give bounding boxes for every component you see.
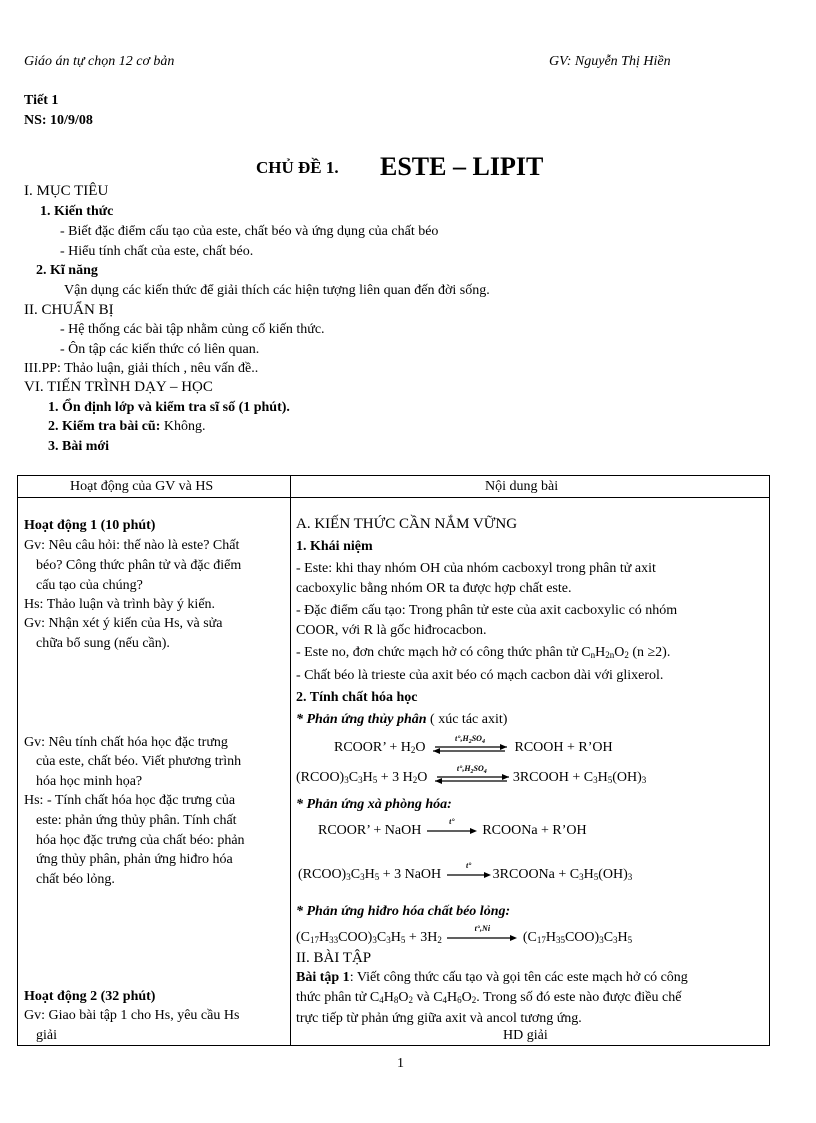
saponification-heading: * Phản ứng xà phòng hóa: xyxy=(296,797,452,812)
solution-hint: HD giải xyxy=(503,1028,548,1043)
subsection-skills: 2. Kĩ năng xyxy=(36,263,98,278)
section-methods: III.PP: Thảo luận, giải thích , nêu vấn đề.. xyxy=(24,361,259,376)
reversible-arrow: $t^\circ,H_2SO_4$ xyxy=(431,742,509,754)
header-right: GV: Nguyễn Thị Hiền xyxy=(549,54,671,69)
activity-line: béo? Công thức phân tử và đặc điểm xyxy=(36,558,242,573)
activity-line: Gv: Nêu câu hỏi: thế nào là este? Chất xyxy=(24,538,240,553)
content-line: - Chất béo là trieste của axit béo có mạch cacbon dài với glixerol. xyxy=(296,668,664,683)
section-a-title: A. KIẾN THỨC CẦN NẮM VỮNG xyxy=(296,516,518,532)
activity-line: Hs: - Tính chất hóa học đặc trưng của xyxy=(24,793,236,808)
procedure-step-1: 1. Ổn định lớp và kiểm tra sĩ số (1 phút). xyxy=(48,400,290,415)
objective-item: - Hiểu tính chất của este, chất béo. xyxy=(60,244,254,259)
section-objectives: I. MỤC TIÊU xyxy=(24,183,109,199)
activity-line: este: phản ứng thủy phân. Tính chất xyxy=(36,813,237,828)
subsection-knowledge: 1. Kiến thức xyxy=(40,204,114,219)
procedure-step-3: 3. Bài mới xyxy=(48,439,110,454)
activity-line: hóa học đặc trưng của chất béo: phản xyxy=(36,833,245,848)
section-b-title: II. BÀI TẬP xyxy=(296,950,372,966)
header-left: Giáo án tự chọn 12 cơ bản xyxy=(24,54,175,69)
exercise-1-line: thức phân tử $C_4H_8O_2$ và $C_4H_6O_2$. Trong số đó este nào được điều chế xyxy=(296,990,682,1005)
equation-saponification-ester: RCOOR’ + NaOH t° RCOONa + R’OH xyxy=(318,816,587,838)
content-line: COOR, với R là gốc hiđrocacbon. xyxy=(296,623,487,638)
procedure-step-2 xyxy=(48,419,206,435)
content-line: cacboxylic bằng nhóm OR ta được hợp chất este. xyxy=(296,581,572,596)
skill-item: Vận dụng các kiến thức để giải thích các hiện tượng liên quan đến đời sống. xyxy=(64,283,490,298)
page-title: ESTE – LIPIT xyxy=(380,152,544,181)
equation-hydrolysis-ester: RCOOR’ + $H_2O$ $t^\circ,H_2SO_4$ RCOOH + R’OH xyxy=(334,733,613,755)
activity-line: giải xyxy=(36,1028,57,1043)
lesson-period: Tiết 1 xyxy=(24,93,59,108)
activity-line: chữa bổ sung (nếu cần). xyxy=(36,636,170,651)
activity-line: Gv: Giao bài tập 1 cho Hs, yêu cầu Hs xyxy=(24,1008,240,1023)
table-column-divider xyxy=(290,475,291,1046)
activity-line: ứng thủy phân, phản ứng hiđro hóa xyxy=(36,852,233,867)
activity-line: hóa học minh họa? xyxy=(36,774,143,789)
page-number: 1 xyxy=(397,1056,404,1071)
activity-line: chất béo lỏng. xyxy=(36,872,115,887)
content-line: - Đặc điểm cấu tạo: Trong phân tử este của axit cacboxylic có nhóm xyxy=(296,603,678,618)
equation-hydrolysis-fat: $(RCOO)_3C_3H_5 + 3$ $H_2O$ $t^\circ,H_2SO_4$ 3RCOOH + $C_3H_5(OH)_3$ xyxy=(296,763,647,785)
properties-heading: 2. Tính chất hóa học xyxy=(296,690,418,705)
lesson-date: NS: 10/9/08 xyxy=(24,113,93,128)
activity-1-title: Hoạt động 1 (10 phút) xyxy=(24,518,156,533)
objective-item: - Biết đặc điểm cấu tạo của este, chất béo và ứng dụng của chất béo xyxy=(60,224,439,239)
table-header-activities: Hoạt động của GV và HS xyxy=(70,479,214,494)
preparation-item: - Hệ thống các bài tập nhằm củng cố kiến thức. xyxy=(60,322,325,337)
forward-arrow: t° xyxy=(427,825,477,837)
procedure-step-2-label: 2. Kiểm tra bài cũ: xyxy=(48,419,161,434)
content-line-formula: - Este no, đơn chức mạch hở có công thức phân tử $C_nH_{2n}O_2$ (n ≥2). xyxy=(296,645,671,660)
activity-line: Gv: Nêu tính chất hóa học đặc trưng xyxy=(24,735,228,750)
forward-arrow: t° xyxy=(447,869,491,881)
table-header-divider xyxy=(17,497,770,498)
concept-heading: 1. Khái niệm xyxy=(296,539,373,554)
activity-line: cấu tạo của chúng? xyxy=(36,578,143,593)
content-line: - Este: khi thay nhóm OH của nhóm cacboxyl trong phân tử axit xyxy=(296,561,656,576)
equation-hydrogenation: $(C_{17}H_{33}COO)_3C_3H_5 + 3H_2$ t°,Ni $(C_{17}H_{35}COO)_3C_3H_5$ xyxy=(296,923,633,945)
exercise-1-line: trực tiếp từ phản ứng giữa axit và ancol tương ứng. xyxy=(296,1011,582,1026)
activity-line: Hs: Thảo luận và trình bày ý kiến. xyxy=(24,597,216,612)
table-header-content: Nội dung bài xyxy=(485,479,559,494)
hydrogenation-heading: * Phản ứng hiđro hóa chất béo lỏng: xyxy=(296,904,511,919)
activity-2-title: Hoạt động 2 (32 phút) xyxy=(24,989,156,1004)
equation-saponification-fat: $(RCOO)_3C_3H_5 + 3$ NaOH t° 3RCOONa + $C_3H_5(OH)_3$ xyxy=(298,860,633,882)
procedure-step-2-value: Không. xyxy=(163,419,206,434)
activity-line: Gv: Nhận xét ý kiến của Hs, và sửa xyxy=(24,616,223,631)
hydrolysis-heading: * Phản ứng thủy phân ( xúc tác axit) xyxy=(296,712,508,727)
section-procedure: VI. TIẾN TRÌNH DẠY – HỌC xyxy=(24,379,213,395)
preparation-item: - Ôn tập các kiến thức có liên quan. xyxy=(60,342,260,357)
title-prefix: CHỦ ĐỀ 1. xyxy=(256,158,339,177)
exercise-1-line: Bài tập 1: Viết công thức cấu tạo và gọi tên các este mạch hở có công xyxy=(296,970,688,985)
forward-arrow: t°,Ni xyxy=(447,932,517,944)
section-preparation: II. CHUẨN BỊ xyxy=(24,302,114,318)
reversible-arrow: $t^\circ,H_2SO_4$ xyxy=(433,772,511,784)
activity-line: của este, chất béo. Viết phương trình xyxy=(36,754,242,769)
